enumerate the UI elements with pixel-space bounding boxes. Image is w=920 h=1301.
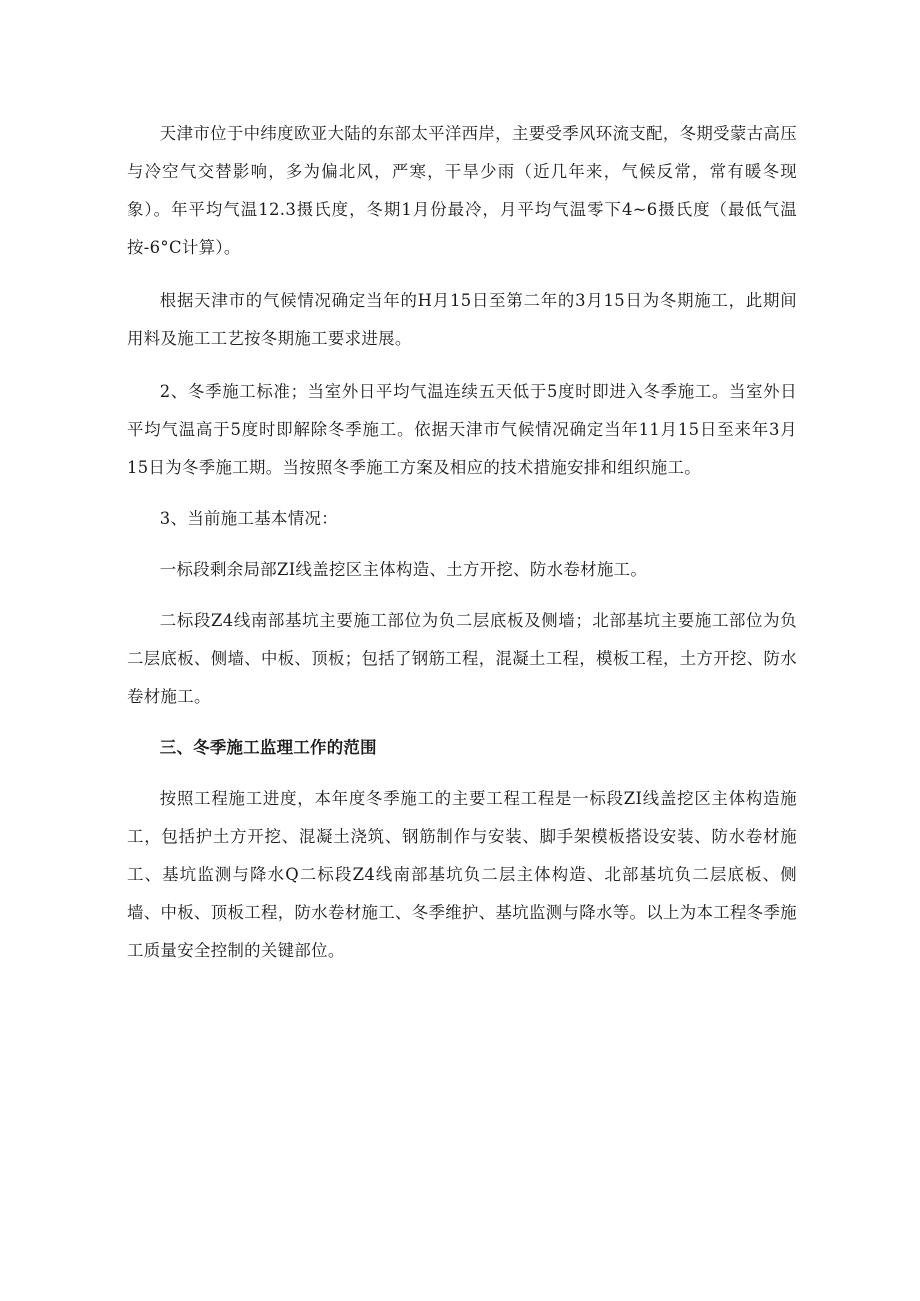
- scope-paragraph: 按照工程施工进度，本年度冬季施工的主要工程工程是一标段ZI线盖挖区主体构造施工，包括护土方开挖、混凝土浇筑、钢筋制作与安装、脚手架模板搭设安装、防水卷材施工、基坑监测与降水Q二标段Z4线南部基坑负二层主体构造、北部基坑负二层底板、侧墙、中板、顶板工程，防水卷材施工、冬季维护、基坑监测与降水等。以上为本工程冬季施工质量安全控制的关键部位。: [127, 789, 797, 960]
- winter-standard-paragraph: 2、冬季施工标准；当室外日平均气温连续五天低于5度时即进入冬季施工。当室外日平均气温高于5度时即解除冬季施工。依据天津市气候情况确定当年11月15日至来年3月15日为冬季施工期。当按照冬季施工方案及相应的技术措施安排和组织施工。: [127, 382, 797, 477]
- section-two-paragraph: 二标段Z4线南部基坑主要施工部位为负二层底板及侧墙；北部基坑主要施工部位为负二层底板、侧墙、中板、顶板；包括了钢筋工程，混凝土工程，模板工程，土方开挖、防水卷材施工。: [127, 611, 797, 706]
- document-body: [127, 115, 797, 970]
- scope-heading: 三、冬季施工监理工作的范围: [159, 738, 377, 757]
- winter-period-paragraph: 根据天津市的气候情况确定当年的H月15日至第二年的3月15日为冬期施工，此期间用料及施工工艺按冬期施工要求进展。: [127, 291, 797, 348]
- climate-paragraph: 天津市位于中纬度欧亚大陆的东部太平洋西岸，主要受季风环流支配，冬期受蒙古高压与冷空气交替影响，多为偏北风，严寒，干旱少雨（近几年来，气候反常，常有暖冬现象）。年平均气温12.3摄氏度，冬期1月份最冷，月平均气温零下4~6摄氏度（最低气温按-6°C计算）。: [127, 124, 797, 257]
- section-one-paragraph: 一标段剩余局部ZI线盖挖区主体构造、土方开挖、防水卷材施工。: [159, 560, 648, 579]
- construction-status-title: 3、当前施工基本情况：: [159, 509, 338, 528]
